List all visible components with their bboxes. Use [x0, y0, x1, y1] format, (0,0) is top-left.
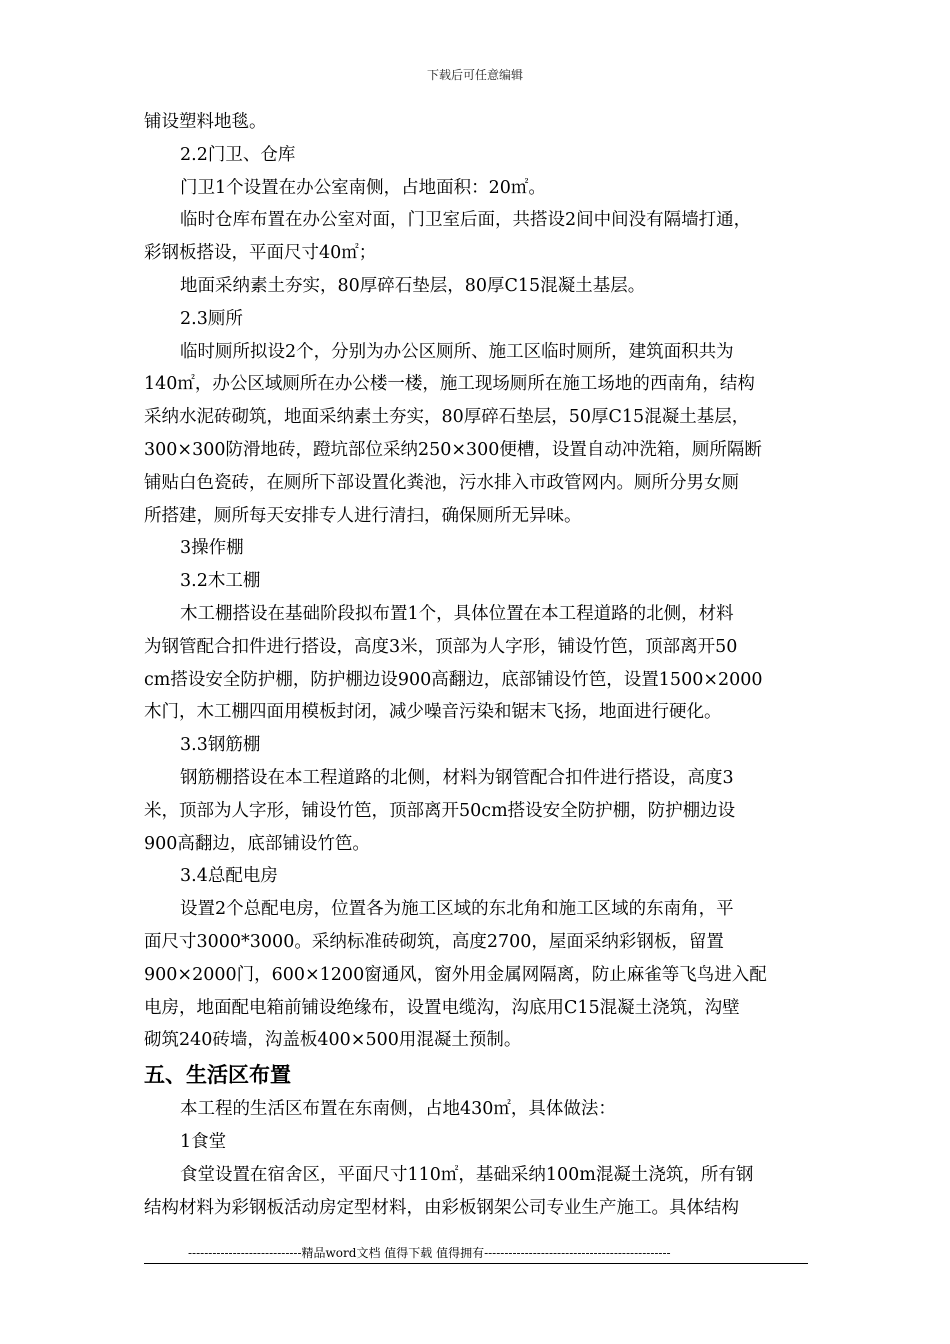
text-line: 木工棚搭设在基础阶段拟布置1个，具体位置在本工程道路的北侧，材料	[180, 603, 734, 624]
text-line: 140㎡，办公区域厕所在办公楼一楼，施工现场厕所在施工场地的西南角，结构	[144, 374, 755, 395]
text-line: 设置2个总配电房，位置各为施工区域的东北角和施工区域的东南角，平	[180, 899, 734, 920]
text-line: 砌筑240砖墙，沟盖板400×500用混凝土预制。	[144, 1030, 522, 1051]
subheading-3-3: 3.3钢筋棚	[180, 735, 261, 756]
subheading-3-2: 3.2木工棚	[180, 571, 261, 592]
text-line: 面尺寸3000*3000。采纳标准砖砌筑，高度2700，屋面采纳彩钢板，留置	[144, 931, 724, 952]
page-footer: ----------------------------精品word文档 值得下载 值得拥有----------------------------------------------	[188, 1246, 671, 1260]
text-line: 铺设塑料地毯。	[144, 112, 267, 132]
document-body	[144, 106, 808, 1224]
subheading-1: 1食堂	[180, 1131, 227, 1152]
text-line: 铺贴白色瓷砖，在厕所下部设置化粪池，污水排入市政管网内。厕所分男女厕	[144, 472, 739, 493]
text-line: 临时仓库布置在办公室对面，门卫室后面，共搭设2间中间没有隔墙打通，	[180, 210, 752, 231]
text-line: 米，顶部为人字形，铺设竹笆，顶部离开50cm搭设安全防护棚，防护棚边设	[144, 800, 736, 821]
footer-divider	[144, 1263, 808, 1264]
subheading-2-2: 2.2门卫、仓库	[180, 144, 296, 165]
subheading-3-4: 3.4总配电房	[180, 866, 278, 887]
text-line: 地面采纳素土夯实，80厚碎石垫层，80厚C15混凝土基层。	[180, 275, 646, 296]
text-line: 临时厕所拟设2个，分别为办公区厕所、施工区临时厕所，建筑面积共为	[180, 341, 734, 362]
text-line: 为钢管配合扣件进行搭设，高度3米，顶部为人字形，铺设竹笆，顶部离开50	[144, 636, 738, 657]
text-line: 电房，地面配电箱前铺设绝缘布，设置电缆沟，沟底用C15混凝土浇筑，沟壁	[144, 997, 740, 1018]
section-heading: 五、生活区布置	[144, 1063, 291, 1088]
text-line: 木门，木工棚四面用模板封闭，减少噪音污染和锯末飞扬，地面进行硬化。	[144, 702, 722, 723]
text-line: 900高翻边，底部铺设竹笆。	[144, 833, 370, 854]
text-line: 门卫1个设置在办公室南侧，占地面积：20㎡。	[180, 177, 546, 198]
text-line: 300×300防滑地砖，蹬坑部位采纳250×300便槽，设置自动冲洗箱，厕所隔断	[144, 439, 762, 460]
text-line: 本工程的生活区布置在东南侧，占地430㎡，具体做法：	[180, 1099, 616, 1120]
text-line: 所搭建，厕所每天安排专人进行清扫，确保厕所无异味。	[144, 505, 582, 526]
text-line: 采纳水泥砖砌筑，地面采纳素土夯实，80厚碎石垫层，50厚C15混凝土基层，	[144, 407, 750, 428]
text-line: 900×2000门，600×1200窗通风，窗外用金属网隔离，防止麻雀等飞鸟进入配	[144, 964, 767, 985]
text-line: cm搭设安全防护棚，防护棚边设900高翻边，底部铺设竹笆，设置1500×2000	[144, 669, 763, 690]
page-header: 下载后可任意编辑	[426, 68, 523, 82]
text-line: 结构材料为彩钢板活动房定型材料，由彩板钢架公司专业生产施工。具体结构	[144, 1197, 739, 1218]
text-line: 食堂设置在宿舍区，平面尺寸110㎡，基础采纳100m混凝土浇筑，所有钢	[180, 1164, 754, 1185]
subheading-3: 3操作棚	[180, 538, 244, 559]
subheading-2-3: 2.3厕所	[180, 308, 243, 329]
text-line: 彩钢板搭设，平面尺寸40㎡；	[144, 243, 377, 264]
text-line: 钢筋棚搭设在本工程道路的北侧，材料为钢管配合扣件进行搭设，高度3	[180, 767, 734, 788]
